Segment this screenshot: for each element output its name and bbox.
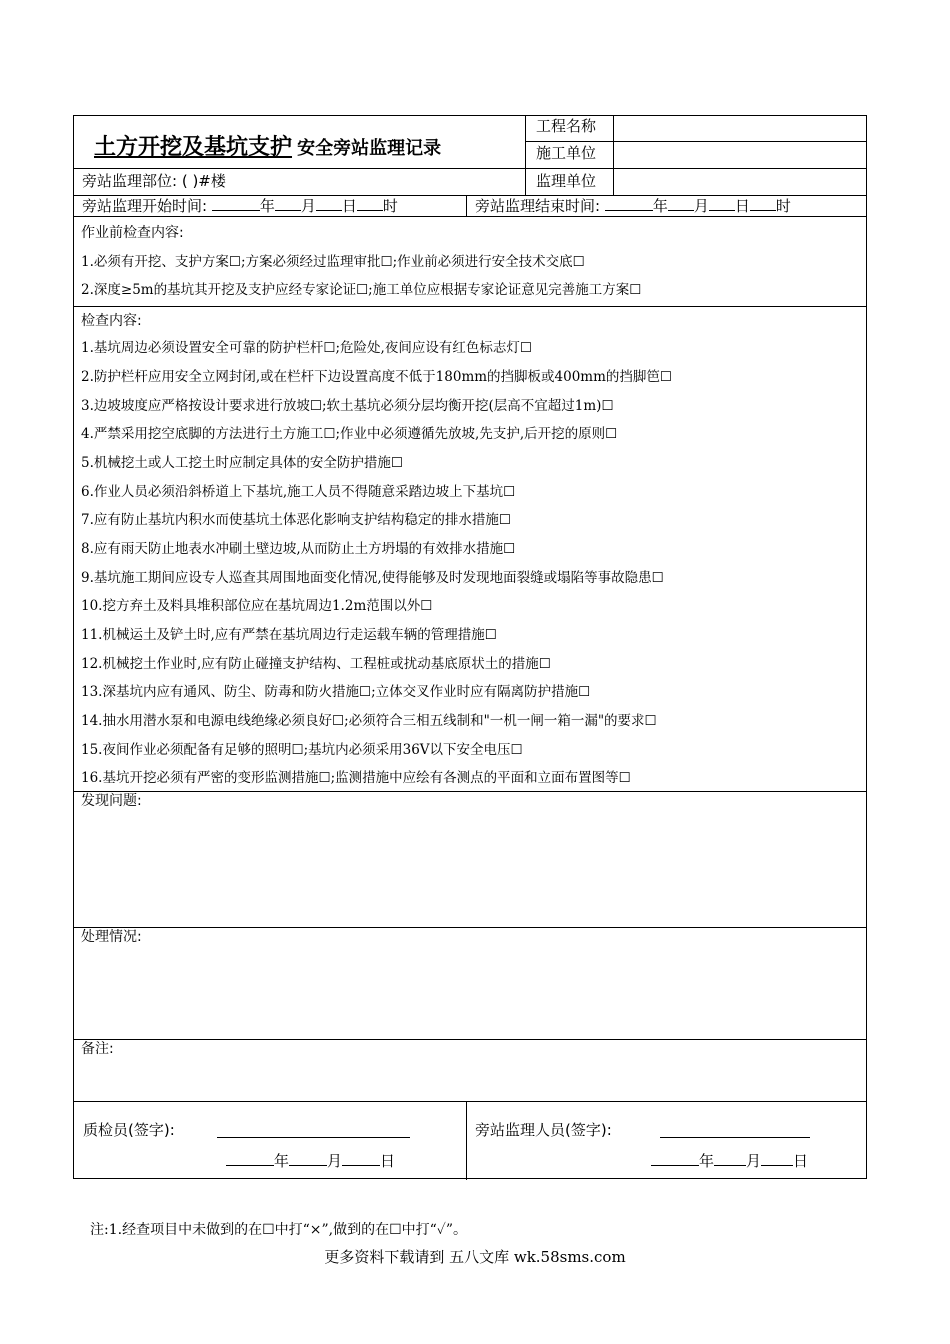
project-name-field[interactable] bbox=[615, 117, 865, 140]
row-divider bbox=[74, 791, 866, 792]
inspection-item: 1.基坑周边必须设置安全可靠的防护栏杆☐;危险处,夜间应设有红色标志灯☐ bbox=[81, 340, 532, 356]
year-label: 年 bbox=[652, 197, 668, 215]
footnote: 注:1.经查项目中未做到的在☐中打“×”,做到的在☐中打“✓”。 bbox=[90, 1222, 468, 1238]
pre-check-heading: 作业前检查内容: bbox=[81, 225, 184, 241]
inspection-item: 5.机械挖土或人工挖土时应制定具体的安全防护措施☐ bbox=[81, 455, 403, 471]
inspection-form bbox=[73, 115, 867, 1179]
start-year-blank[interactable] bbox=[212, 196, 260, 211]
inspection-item: 3.边坡坡度应严格按设计要求进行放坡☐;软土基坑必须分层均衡开挖(层高不宜超过1m)☐ bbox=[81, 398, 614, 414]
start-time-label: 旁站监理开始时间: bbox=[82, 197, 208, 215]
end-time-row bbox=[475, 196, 791, 216]
title-main: 土方开挖及基坑支护 bbox=[94, 134, 293, 160]
day-label: 日 bbox=[380, 1152, 396, 1170]
construction-unit-field[interactable] bbox=[615, 143, 865, 167]
col-divider bbox=[466, 1101, 467, 1180]
row-divider bbox=[74, 216, 866, 217]
day-label: 日 bbox=[793, 1152, 809, 1170]
inspection-item: 7.应有防止基坑内积水而使基坑土体恶化影响支护结构稳定的排水措施☐ bbox=[81, 512, 511, 528]
supervisor-label: 旁站监理人员(签字): bbox=[475, 1121, 612, 1139]
inspection-item: 10.挖方弃土及料具堆积部位应在基坑周边1.2m范围以外☐ bbox=[81, 598, 433, 614]
inspector-label: 质检员(签字): bbox=[83, 1121, 175, 1139]
month-label: 月 bbox=[693, 197, 709, 215]
inspection-item: 16.基坑开挖必须有严密的变形监测措施☐;监测措施中应绘有各测点的平面和立面布置图等☐ bbox=[81, 770, 631, 786]
end-day-blank[interactable] bbox=[709, 196, 735, 211]
end-hour-blank[interactable] bbox=[750, 196, 776, 211]
inspection-item: 2.防护栏杆应用安全立网封闭,或在栏杆下边设置高度不低于180mm的挡脚板或400mm的挡脚笆☐ bbox=[81, 369, 673, 385]
supervisor-signature-line[interactable] bbox=[660, 1137, 810, 1138]
remarks-label: 备注: bbox=[81, 1041, 114, 1057]
inspector-day-blank[interactable] bbox=[342, 1151, 380, 1166]
inspector-year-blank[interactable] bbox=[226, 1151, 274, 1166]
hour-label: 时 bbox=[775, 197, 791, 215]
start-time-row bbox=[82, 196, 398, 216]
year-label: 年 bbox=[259, 197, 275, 215]
pre-check-item: 2.深度≥5m的基坑其开挖及支护应经专家论证☐;施工单位应根据专家论证意见完善施工方案☐ bbox=[81, 282, 642, 298]
inspection-item: 4.严禁采用挖空底脚的方法进行土方施工☐;作业中必须遵循先放坡,先支护,后开挖的原则☐ bbox=[81, 426, 618, 442]
inspection-item: 9.基坑施工期间应设专人巡查其周围地面变化情况,使得能够及时发现地面裂缝或塌陷等事故隐患☐ bbox=[81, 570, 664, 586]
month-label: 月 bbox=[327, 1152, 343, 1170]
pre-check-item: 1.必须有开挖、支护方案☐;方案必须经过监理审批☐;作业前必须进行安全技术交底☐ bbox=[81, 254, 585, 270]
day-label: 日 bbox=[341, 197, 357, 215]
row-divider bbox=[74, 927, 866, 928]
inspector-date bbox=[226, 1151, 395, 1171]
supervisor-date bbox=[651, 1151, 808, 1171]
month-label: 月 bbox=[746, 1152, 762, 1170]
remarks-field[interactable] bbox=[74, 1060, 866, 1100]
inspection-item: 15.夜间作业必须配备有足够的照明☐;基坑内必须采用36V以下安全电压☐ bbox=[81, 742, 523, 758]
col-divider bbox=[613, 116, 614, 195]
supervisor-month-blank[interactable] bbox=[714, 1151, 746, 1166]
inspection-item: 6.作业人员必须沿斜桥道上下基坑,施工人员不得随意采踏边坡上下基坑☐ bbox=[81, 484, 516, 500]
construction-unit-label: 施工单位 bbox=[536, 144, 597, 162]
supervisor-day-blank[interactable] bbox=[761, 1151, 793, 1166]
inspection-item: 12.机械挖土作业时,应有防止碰撞支护结构、工程桩或扰动基底原状土的措施☐ bbox=[81, 656, 551, 672]
form-title bbox=[94, 130, 441, 161]
inspection-item: 13.深基坑内应有通风、防尘、防毒和防火措施☐;立体交叉作业时应有隔离防护措施☐ bbox=[81, 684, 591, 700]
inspection-item: 14.抽水用潜水泵和电源电线绝缘必须良好☐;必须符合三相五线制和"一机一闸一箱一漏"的要求☐ bbox=[81, 713, 657, 729]
location-label: 旁站监理部位: ( )#楼 bbox=[82, 172, 226, 190]
supervisor-year-blank[interactable] bbox=[651, 1151, 699, 1166]
problems-label: 发现问题: bbox=[81, 793, 142, 809]
handling-label: 处理情况: bbox=[81, 929, 142, 945]
end-year-blank[interactable] bbox=[605, 196, 653, 211]
title-rest: 安全旁站监理记录 bbox=[297, 138, 442, 159]
row-divider bbox=[525, 141, 866, 142]
col-divider bbox=[466, 195, 467, 216]
row-divider bbox=[74, 168, 866, 169]
col-divider bbox=[525, 116, 526, 195]
problems-field[interactable] bbox=[74, 812, 866, 926]
inspector-signature-line[interactable] bbox=[217, 1137, 410, 1138]
supervision-unit-label: 监理单位 bbox=[536, 172, 597, 190]
month-label: 月 bbox=[300, 197, 316, 215]
start-hour-blank[interactable] bbox=[357, 196, 383, 211]
row-divider bbox=[74, 1039, 866, 1040]
inspection-heading: 检查内容: bbox=[81, 313, 142, 329]
hour-label: 时 bbox=[382, 197, 398, 215]
year-label: 年 bbox=[274, 1152, 290, 1170]
handling-field[interactable] bbox=[74, 948, 866, 1038]
start-day-blank[interactable] bbox=[316, 196, 342, 211]
supervision-unit-field[interactable] bbox=[615, 170, 865, 194]
year-label: 年 bbox=[699, 1152, 715, 1170]
inspection-item: 11.机械运土及铲土时,应有严禁在基坑周边行走运载车辆的管理措施☐ bbox=[81, 627, 497, 643]
row-divider bbox=[74, 1101, 866, 1102]
footer-link[interactable]: 更多资料下载请到 五八文库 wk.58sms.com bbox=[324, 1248, 626, 1266]
start-month-blank[interactable] bbox=[275, 196, 301, 211]
row-divider bbox=[74, 306, 866, 307]
day-label: 日 bbox=[734, 197, 750, 215]
inspector-month-blank[interactable] bbox=[289, 1151, 327, 1166]
end-time-label: 旁站监理结束时间: bbox=[475, 197, 601, 215]
project-name-label: 工程名称 bbox=[536, 117, 597, 135]
inspection-item: 8.应有雨天防止地表水冲刷土壁边坡,从而防止土方坍塌的有效排水措施☐ bbox=[81, 541, 516, 557]
end-month-blank[interactable] bbox=[668, 196, 694, 211]
